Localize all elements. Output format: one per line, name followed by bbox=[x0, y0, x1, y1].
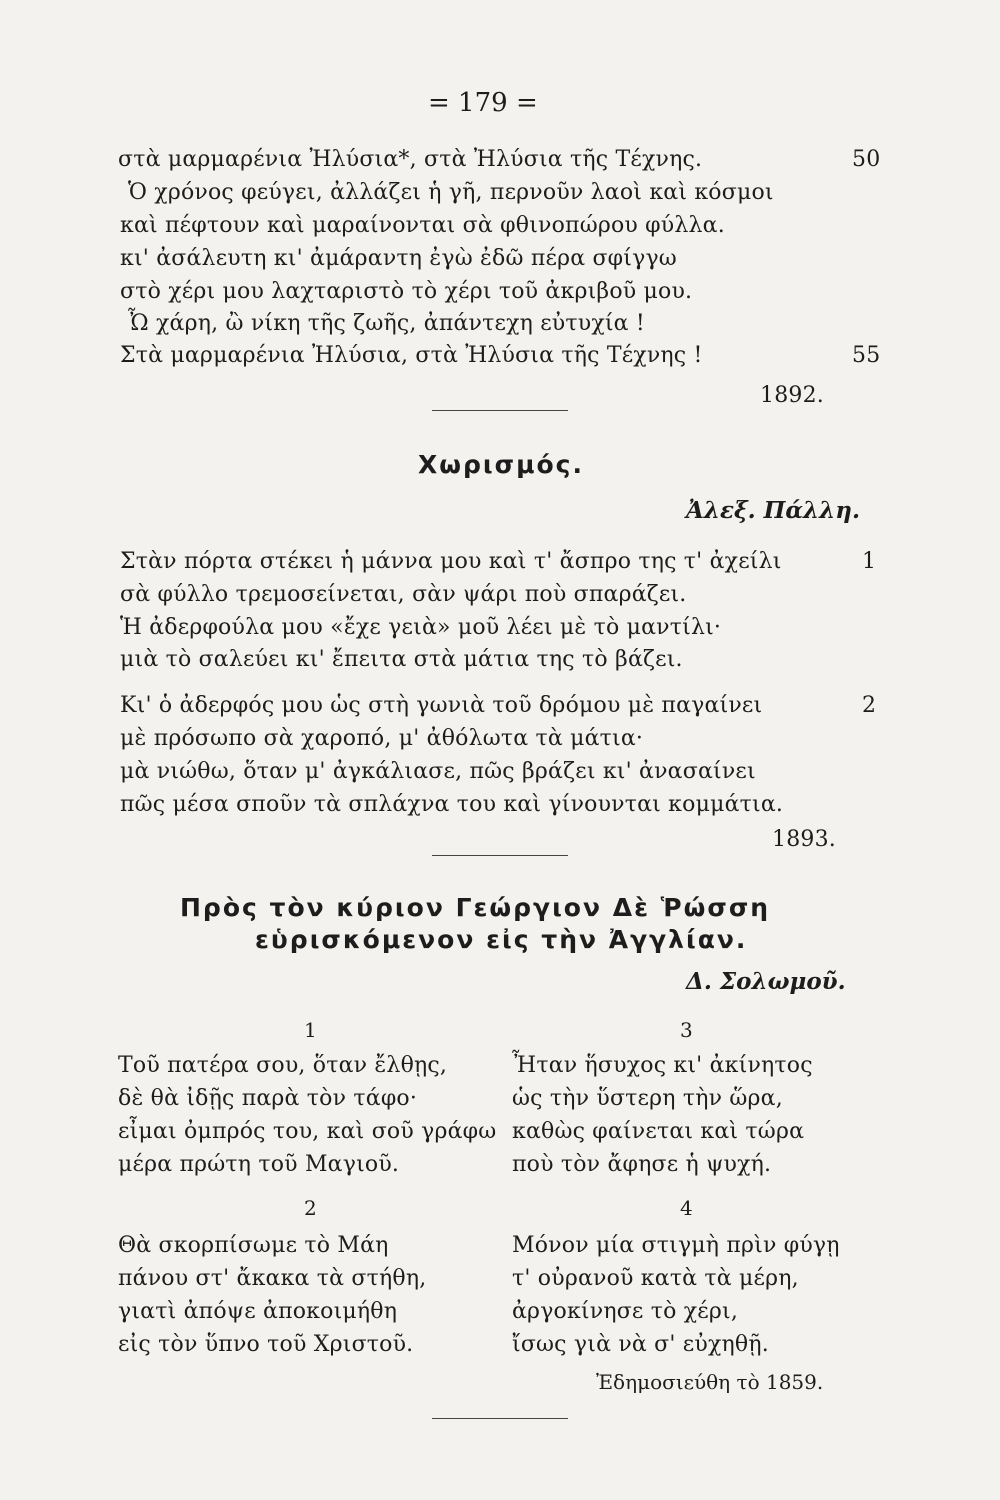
poem-line: μιὰ τὸ σαλεύει κι' ἔπειτα στὰ μάτια της τὸ βάζει. bbox=[120, 647, 683, 672]
poem-line: Ἡ ἀδερφούλα μου «ἔχε γειὰ» μοῦ λέει μὲ τὸ μαντίλι· bbox=[120, 615, 722, 640]
poem-line: Κι' ὁ ἀδερφός μου ὡς στὴ γωνιὰ τοῦ δρόμου μὲ παγαίνει bbox=[120, 693, 763, 718]
poem-line: εἶμαι ὀμπρός του, καὶ σοῦ γράφω bbox=[118, 1119, 497, 1144]
poem-line: Ὁ χρόνος φεύγει, ἀλλάζει ἡ γῆ, περνοῦν λαοὶ καὶ κόσμοι bbox=[128, 180, 774, 205]
poem-author: Δ. Σολωμοῦ. bbox=[686, 968, 846, 995]
poem-line: μέρα πρώτη τοῦ Μαγιοῦ. bbox=[118, 1152, 400, 1177]
poem-line: καθὼς φαίνεται καὶ τώρα bbox=[512, 1119, 805, 1144]
poem-line: εἰς τὸν ὕπνο τοῦ Χριστοῦ. bbox=[118, 1332, 414, 1357]
poem-line: Στὰν πόρτα στέκει ἡ μάννα μου καὶ τ' ἄσπρο της τ' ἀχείλι bbox=[120, 549, 782, 574]
poem-title: Χωρισμός. bbox=[418, 450, 584, 479]
poem-line: πῶς μέσα σποῦν τὰ σπλάχνα του καὶ γίνουνται κομμάτια. bbox=[120, 792, 784, 817]
poem-line: ἀργοκίνησε τὸ χέρι, bbox=[512, 1299, 739, 1324]
poem-line: μὲ πρόσωπο σὰ χαροπό, μ' ἀθόλωτα τὰ μάτια· bbox=[120, 726, 644, 751]
poem-line: Θὰ σκορπίσωμε τὸ Μάη bbox=[118, 1233, 389, 1258]
poem-line: Μόνον μία στιγμὴ πρὶν φύγῃ bbox=[512, 1233, 840, 1258]
poem-line: τ' οὐρανοῦ κατὰ τὰ μέρη, bbox=[512, 1266, 799, 1291]
stanza-number: 2 bbox=[304, 1196, 317, 1220]
poem-year: 1893. bbox=[772, 827, 836, 852]
stanza-number: 1 bbox=[862, 549, 877, 574]
poem-line: στὰ μαρμαρένια Ἠλύσια*, στὰ Ἠλύσια τῆς Τέχνης. bbox=[118, 147, 703, 172]
publication-note: Ἐδημοσιεύθη τὸ 1859. bbox=[596, 1370, 824, 1394]
poem-line: Ὦ χάρη, ὢ νίκη τῆς ζωῆς, ἀπάντεχη εὐτυχία ! bbox=[128, 311, 645, 336]
poem-year: 1892. bbox=[760, 383, 824, 408]
poem-line: γιατὶ ἀπόψε ἀποκοιμήθη bbox=[118, 1299, 398, 1324]
poem-line: Ἦταν ἥσυχος κι' ἀκίνητος bbox=[512, 1053, 813, 1078]
stanza-number: 2 bbox=[862, 693, 877, 718]
stanza-number: 1 bbox=[304, 1018, 317, 1042]
stanza-number: 3 bbox=[680, 1018, 693, 1042]
poem-line: ἴσως γιὰ νὰ σ' εὐχηθῇ. bbox=[512, 1332, 769, 1357]
poem-line: μὰ νιώθω, ὅταν μ' ἀγκάλιασε, πῶς βράζει κι' ἀνασαίνει bbox=[120, 759, 756, 784]
poem-title: Πρὸς τὸν κύριον Γεώργιον Δὲ Ῥώσση bbox=[180, 893, 771, 922]
divider bbox=[432, 410, 568, 411]
poem-author: Ἀλεξ. Πάλλη. bbox=[686, 497, 861, 524]
poem-line: δὲ θὰ ἰδῇς παρὰ τὸν τάφο· bbox=[118, 1086, 418, 1111]
poem-line: πάνου στ' ἄκακα τὰ στήθη, bbox=[118, 1266, 427, 1291]
poem-line: ὡς τὴν ὕστερη τὴν ὥρα, bbox=[512, 1086, 783, 1111]
stanza-number: 4 bbox=[680, 1196, 693, 1220]
poem-line: στὸ χέρι μου λαχταριστὸ τὸ χέρι τοῦ ἀκριβοῦ μου. bbox=[120, 279, 693, 304]
divider bbox=[432, 855, 568, 856]
divider bbox=[432, 1418, 568, 1419]
poem-line: σὰ φύλλο τρεμοσείνεται, σὰν ψάρι ποὺ σπαράζει. bbox=[120, 582, 687, 607]
page-number: = 179 = bbox=[428, 88, 538, 118]
poem-line: Στὰ μαρμαρένια Ἠλύσια, στὰ Ἠλύσια τῆς Τέχνης ! bbox=[120, 343, 703, 368]
line-number: 50 bbox=[852, 147, 881, 172]
line-number: 55 bbox=[852, 343, 881, 368]
poem-line: κι' ἀσάλευτη κι' ἀμάραντη ἐγὼ ἐδῶ πέρα σφίγγω bbox=[120, 246, 677, 271]
poem-line: καὶ πέφτουν καὶ μαραίνονται σὰ φθινοπώρου φύλλα. bbox=[120, 213, 725, 238]
poem-title: εὑρισκόμενον εἰς τὴν Ἀγγλίαν. bbox=[255, 925, 748, 954]
poem-line: ποὺ τὸν ἄφησε ἡ ψυχή. bbox=[512, 1152, 772, 1177]
poem-line: Τοῦ πατέρα σου, ὅταν ἔλθῃς, bbox=[118, 1053, 448, 1078]
